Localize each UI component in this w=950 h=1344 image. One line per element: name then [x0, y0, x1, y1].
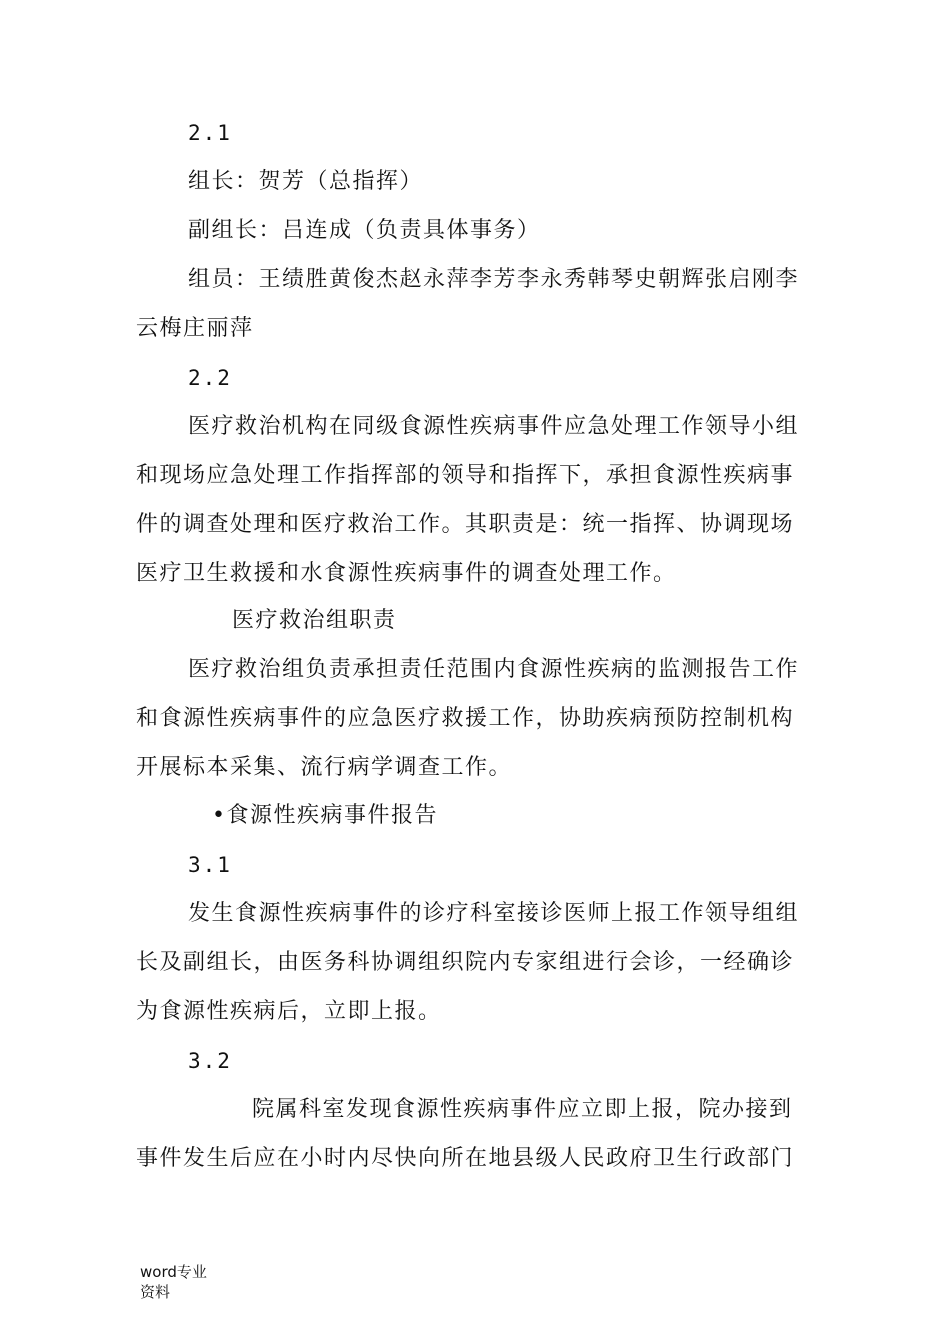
deputy-leader-line: 副组长：吕连成（负责具体事务）	[188, 218, 541, 243]
team-leader-line: 组长：贺芳（总指挥）	[188, 169, 424, 194]
paragraph-line: 和现场应急处理工作指挥部的领导和指挥下，承担食源性疾病事	[136, 463, 795, 488]
paragraph-line: 和食源性疾病事件的应急医疗救援工作，协助疾病预防控制机构	[136, 706, 795, 731]
paragraph-line: 医疗救治机构在同级食源性疾病事件应急处理工作领导小组	[188, 414, 800, 439]
section-number-3-1: 3.1	[188, 853, 232, 877]
members-line: 组员：王绩胜黄俊杰赵永萍李芳李永秀韩琴史朝辉张启刚李	[188, 267, 800, 292]
section-number-3-2: 3.2	[188, 1049, 232, 1073]
paragraph-line: 件的调查处理和医疗救治工作。其职责是：统一指挥、协调现场	[136, 512, 795, 537]
footer-line-1: word专业	[140, 1263, 207, 1281]
paragraph-line: 医疗救治组负责承担责任范围内食源性疾病的监测报告工作	[188, 657, 800, 682]
section-number-2-1: 2.1	[188, 121, 232, 145]
paragraph-line: 医疗卫生救援和水食源性疾病事件的调查处理工作。	[136, 561, 677, 586]
paragraph-line: 长及副组长，由医务科协调组织院内专家组进行会诊，一经确诊	[136, 950, 795, 975]
footer-line-2: 资料	[140, 1283, 171, 1301]
paragraph-line: 开展标本采集、流行病学调查工作。	[136, 755, 513, 780]
paragraph-line: 院属科室发现食源性疾病事件应立即上报，院办接到	[252, 1097, 793, 1122]
section-heading-report: •食源性疾病事件报告	[212, 803, 438, 828]
section-number-2-2: 2.2	[188, 366, 232, 390]
subheading-medical-team-duties: 医疗救治组职责	[232, 608, 397, 633]
paragraph-line: 发生食源性疾病事件的诊疗科室接诊医师上报工作领导组组	[188, 901, 800, 926]
members-line-cont: 云梅庄丽萍	[136, 316, 254, 341]
paragraph-line: 事件发生后应在小时内尽快向所在地县级人民政府卫生行政部门	[136, 1146, 795, 1171]
paragraph-line: 为食源性疾病后，立即上报。	[136, 999, 442, 1024]
page-footer	[140, 1262, 207, 1302]
